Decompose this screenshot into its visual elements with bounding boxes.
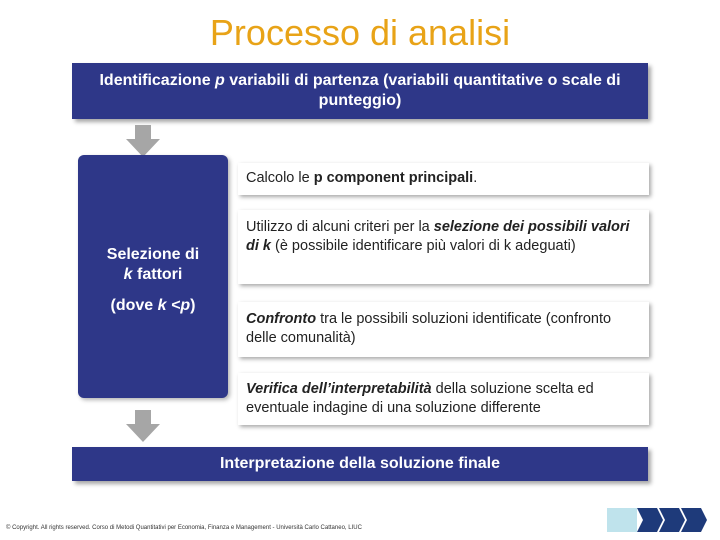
step-utilizzo [238,210,649,284]
down-arrow-icon [126,125,160,157]
page-title: Processo di analisi [209,12,511,53]
step-calcolo-bold: p component principali [313,170,474,186]
step-utilizzo-bold: selezione dei possibili valori di k [246,219,630,254]
sidebar-line2-post: fattori [132,266,183,283]
navigation-chevrons-icon[interactable] [607,508,715,532]
step-interpretazione: Interpretazione della soluzione finale [72,447,648,481]
sidebar-line3-post: ) [190,297,196,314]
sidebar-line1: Selezione di [106,246,200,263]
sidebar-line3-var: k <p [157,297,191,314]
step-confronto-bold: Confronto [246,311,317,327]
step-confronto-post: tra le possibili soluzioni identificate (confronto delle comunalità) [246,311,612,346]
step-calcolo [238,163,649,195]
step-utilizzo-post: (è possibile identificare più valori di k adeguati) [270,238,576,254]
step-identificazione-var: p [215,72,225,89]
step-calcolo-pre: Calcolo le [246,170,314,186]
footer-copyright: © Copyright. All rights reserved. Corso di Metodi Quantitativi per Economia, Finanza e Management - Università Carlo Cattaneo, LIUC [6,525,362,531]
step-identificazione-pre: Identificazione [99,72,216,89]
sidebar-line3-pre: (dove [110,297,158,314]
step-confronto [238,302,649,357]
step-verifica-bold: Verifica dell’interpretabilità [246,381,432,397]
step-utilizzo-pre: Utilizzo di alcuni criteri per la [246,219,434,235]
step-identificazione-post: variabili di partenza (variabili quantitative o scale di punteggio) [224,72,621,109]
down-arrow-icon [126,410,160,442]
step-identificazione [72,63,648,119]
step-verifica-post: della soluzione scelta ed eventuale indagine di una soluzione differente [246,381,594,416]
step-verifica [238,373,649,425]
sidebar-line2-var: k [123,266,133,283]
step-calcolo-post: . [473,170,478,186]
sidebar-selezione-fattori [78,155,228,398]
